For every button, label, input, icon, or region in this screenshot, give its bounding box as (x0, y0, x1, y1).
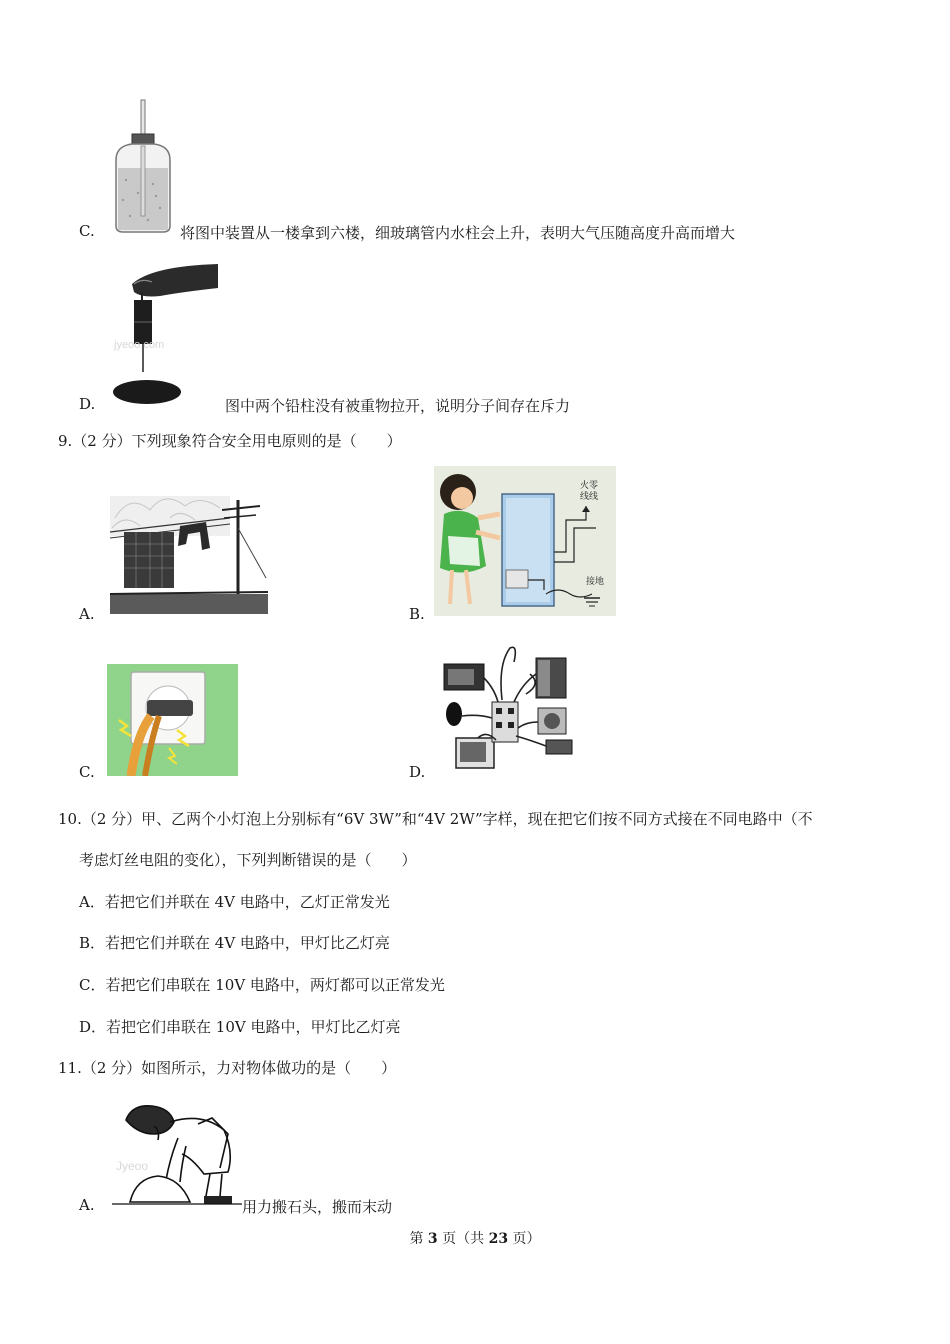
q8-option-d-text: 图中两个铅柱没有被重物拉开，说明分子间存在斥力 (225, 397, 571, 415)
q10-stem-line1: 10.（2 分）甲、乙两个小灯泡上分别标有“6V 3W”和“4V 2W”字样，现在把它们按不同方式接在不同电路中（不 (58, 810, 813, 828)
q11-option-a-letter: A. (79, 1196, 95, 1214)
q11-option-a-text: 用力搬石头，搬而末动 (242, 1198, 393, 1216)
jyeoo-watermark-2: Jyeoo (116, 1159, 149, 1173)
barometer-jar-figure (108, 98, 178, 238)
lead-cylinders-figure (112, 262, 220, 408)
q9-stem: 9.（2 分）下列现象符合安全用电原则的是（ ） (58, 432, 402, 450)
ground-label: 接地 (586, 577, 605, 587)
wire-label: 线线 (580, 492, 599, 502)
q10-option-a: A．若把它们并联在 4V 电路中，乙灯正常发光 (79, 893, 390, 911)
q9-option-b-letter: B. (409, 605, 425, 623)
q8-option-d-letter: D. (79, 395, 96, 413)
page-footer (0, 1228, 950, 1248)
jyeoo-watermark: jyeoo.com (114, 339, 165, 351)
footer-total-pages: 23 (488, 1231, 509, 1247)
q10-stem-line2: 考虑灯丝电阻的变化），下列判断错误的是（ ） (79, 851, 417, 869)
q10-option-c: C．若把它们串联在 10V 电路中，两灯都可以正常发光 (79, 976, 445, 994)
footer-prefix: 第 (409, 1231, 428, 1247)
q9-option-c-letter: C. (79, 763, 95, 781)
footer-page-number: 3 (427, 1231, 438, 1247)
q10-option-d: D．若把它们串联在 10V 电路中，甲灯比乙灯亮 (79, 1018, 401, 1036)
q9-c-damaged-plug-figure (107, 664, 238, 776)
footer-middle: 页（共 (437, 1231, 489, 1247)
q9-b-grounded-fridge-figure (434, 466, 616, 616)
q9-option-d-letter: D. (409, 763, 426, 781)
q11-stem: 11.（2 分）如图所示，力对物体做功的是（ ） (58, 1059, 397, 1077)
q8-option-c-text: 将图中装置从一楼拿到六楼，细玻璃管内水柱会上升，表明大气压随高度升高而增大 (180, 224, 736, 242)
q9-a-clothes-on-wire-figure (110, 488, 268, 614)
q9-d-overloaded-outlet-figure (438, 644, 580, 776)
fire-neutral-label: 火零 (580, 481, 599, 491)
footer-suffix: 页） (508, 1231, 541, 1247)
q11-a-lifting-stone-figure (112, 1098, 242, 1210)
q8-option-c-letter: C. (79, 222, 95, 240)
q9-option-a-letter: A. (79, 605, 95, 623)
q10-option-b: B．若把它们并联在 4V 电路中，甲灯比乙灯亮 (79, 934, 390, 952)
